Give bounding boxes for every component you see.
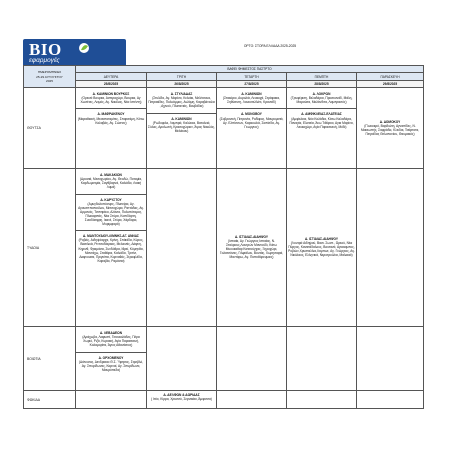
region-row	[24, 88, 424, 169]
corner-line-1: ΗΜΕΡΟΜΗΝΙΕΣ	[37, 70, 62, 75]
area-block	[77, 331, 145, 347]
area-villages: (Μαραθιακή, Μεσοποταμίτες, Σπαρσάμη, Κάτω Καλαβάς, Αγ. Σώστες)	[77, 116, 145, 125]
schedule-cell	[357, 327, 424, 391]
area-block	[77, 356, 145, 372]
corner-line-3: 2025	[46, 78, 53, 83]
corner-cell	[24, 66, 76, 88]
document-title	[160, 44, 380, 49]
area-block	[288, 237, 355, 257]
region-label: ΤΥΔΟΙΑ	[24, 169, 76, 327]
schedule-cell	[76, 327, 147, 391]
schedule-cell	[147, 169, 217, 327]
area-block	[218, 92, 285, 104]
region-row	[24, 327, 424, 391]
area-block	[148, 92, 215, 108]
date-header: 27/8/2025	[217, 81, 287, 88]
area-name: Δ. ΔΟΜΟΚΟΥ	[379, 119, 401, 124]
region-label: ΒΟΙΩΤΙΑ	[24, 327, 76, 391]
schedule-cell	[287, 88, 357, 169]
area-block	[77, 112, 145, 124]
area-name: Δ. ΚΑΜΙΝΙΩΝ ΒΟΥΡΚΟΣ	[92, 92, 130, 97]
area-villages: (Στυλίδα, Αγ. Μαρίνα, Κελιάκι, Μελίτσουα, Πετρακίδες, Πολυάμμος, Αυλόμη, Καραβάνιολα , Αχινού, Πλατανιάς, Βουβάδια)	[148, 96, 215, 109]
schedule-cell	[76, 88, 147, 169]
area-name: Δ. ΜΑΝΤΟΥΔΙΟΥ-ΛΙΜΝΗΣ-ΑΓ. ΑΝΝΑΣ	[83, 234, 139, 239]
schedule-cell	[287, 327, 357, 391]
region-header: ΒΑΦΕΙ ΦΗΜΕΣΤΟΣ ΠΑΣΤΡΤΟ	[76, 66, 424, 73]
day-header: ΠΕΜΠΤΗ	[287, 73, 357, 81]
area-villages: (Ορεινά Βουρκα, Αστεροχώρι, Βουρκα, Αγ Χωσέτες, Λειμός, Αγ. Νικόλας, Νέα Ιστέντη)	[80, 96, 142, 105]
area-villages: (Διόνυσος, Δενδρακιο Θ.Σ. Ύφησος, Στρεβλό, Αγ. Σπυρίδωνας, Καρναί, Αγ. Σπυρίδωνα, Μαυρόπεδα)	[78, 359, 144, 372]
logo-subtitle: εφαρμογές	[29, 57, 60, 64]
area-name: Δ. ΛΕΒΑΔΕΩΝ	[99, 331, 123, 336]
area-villages: (Στακόριο, Αυρολιά, Λευκοχά, Στράφακα, Σηθύσυτη, Λουκοτελλάτι, Κραναίδ)	[223, 96, 280, 105]
area-villages: (Αμφίκλεια, Νέα Καλάδια, Κάτω Καλαδάρα, Παναγία, Ελατεία, Άνω Τιθόρεα, Αγια Μαρίνα, Λευκοχώρι, Αγία Παρασκευή, Μόδι)	[289, 116, 354, 129]
cell-divider	[76, 194, 146, 195]
area-name: Δ. ΟΡΧΟΜΕΝΟΥ	[98, 355, 124, 360]
area-block	[77, 198, 145, 227]
region-row	[24, 169, 424, 327]
area-villages: (Σοβρονική, Πετρονία, Ροδίφιος, Μαυροματά, Αγ. Ελπίσσων, Καρκουλιά, Σαπίσδα, Αγ. Γεωργιος)	[219, 116, 284, 129]
area-block	[77, 173, 145, 189]
area-block	[148, 117, 215, 133]
schedule-cell	[217, 391, 287, 409]
area-villages: ( Ιτέα, Κίρρα, Χρυσσό, Σερνικάκι, Άμφισσα)	[151, 397, 212, 402]
area-villages: (Τρυφέριση, Βελαδάρια, Προσκυνάδ, Μάλη, Μαρούσα, Μαλάνδιτα, Λαμπρασός)	[290, 96, 353, 105]
schedule-cell	[147, 88, 217, 169]
area-villages: (Ιστιαία, Αγ. Γεώργιος Ιστιαίας, Ν. Σταύρους,Λουτρών Μαντούδι, Κάτω Μυουκαθαρ Κατσούγχας, Ξηροχώρι, Γαλατσόνας, Γιλφιάλου, Βουτάς, Χωρησιαρά, Μαντάρω, Αγ. Πιστοθόρευμαις)	[219, 239, 284, 260]
area-block	[77, 92, 145, 104]
days-row	[24, 73, 424, 81]
area-villages: (Ροβιές, Αιδηψόαρχα, Κρίνη, Σπάιάδα, Κύρος, Βασιλικά, Ριντσοδίαρκας, Μελαινάς, Δάφνη, Κηρινθ, Φραμάσα, Συνδόθρα, Ιθρεί, Κόμηνθα, Μαντάχω, Σταθάρα, Καλιάδα, Τριτίνι, Δαφνουσα, Πριγκίπα, Κορναθός, Στροφλέδα, Καραβία, Ραμάσια)	[78, 238, 144, 263]
area-name: Δ. ΚΑΜΙΝΙΩΝ	[241, 92, 262, 97]
day-header: ΠΑΡΑΣΚΕΥΗ	[357, 73, 424, 81]
area-block	[218, 112, 285, 128]
schedule-cell	[147, 327, 217, 391]
schedule-cell	[357, 88, 424, 169]
area-name: Δ. ΜΟΝΟΒΟΥ	[241, 112, 262, 117]
schedule-table	[23, 65, 424, 409]
schedule-cell	[217, 169, 287, 327]
schedule-cell	[287, 391, 357, 409]
dates-row	[24, 81, 424, 88]
area-name: Δ. ΔΕΛΦΩΝ & ΔΩΡΙΔΑΣ	[163, 393, 200, 398]
area-block	[358, 120, 422, 136]
cell-divider	[76, 230, 146, 231]
area-name: Δ. ΜΑΚΑΚΙΩΝ	[100, 173, 122, 178]
area-block	[77, 234, 145, 263]
area-villages: (Αράχωβα, Λαφυστί, Τσουκαλάδες, Πέρα Χωριό, Ριζά, Κυριακή, Αγία Παρασκευή, Καλαμορίτα, Άγιος Αθανάσιος)	[82, 335, 140, 348]
date-header: 29/8/2025	[357, 81, 424, 88]
date-header: 26/8/2025	[147, 81, 217, 88]
day-header: ΤΕΤΑΡΤΗ	[217, 73, 287, 81]
header-row	[24, 66, 424, 73]
bio-logo	[23, 39, 126, 67]
schedule-cell	[287, 169, 357, 327]
date-header: 25/8/2025	[76, 81, 147, 88]
cell-divider	[147, 113, 216, 114]
area-block	[148, 393, 215, 401]
area-name: Δ. ΙΣΤΙΑΙΑΣ-ΑΙΔΗΨΟΥ	[234, 234, 269, 239]
title-line-1: ΟΡΤΟ: ΣΤΟΡΑ ΕΛΛΑΔΑ 2025-2025	[243, 44, 297, 48]
schedule-cell	[357, 391, 424, 409]
area-name: Δ. ΚΑΡΥΣΤΟΥ	[100, 197, 122, 202]
schedule-cell	[147, 391, 217, 409]
date-header: 28/8/2025	[287, 81, 357, 88]
area-name: Δ. ΙΣΤΙΑΙΑΣ-ΑΙΔΗΨΟΥ	[304, 236, 339, 241]
cell-divider	[76, 108, 146, 109]
area-villages: (Γλυκοκρό, Βαρδιώτη, Αγναπίδες, Ν. Μακεωπής, Σαφράδα, Κλειδαι, Τσάρτοτα, Πετράδας Θελοπονίου, Θαυμακός)	[360, 123, 420, 136]
schedule-cell	[76, 169, 147, 327]
schedule-cell	[217, 88, 287, 169]
area-name: Δ. ΛΟΚΡΩΝ	[312, 92, 331, 97]
region-label: ΘΟΥΤΣΑ	[24, 88, 76, 169]
area-villages: (Δροσιά, Μεσοχωρίου, Αγ. Θεοδώ, Ποταμία, Καρδωματμία, Σαγθβαρνά, Καλιάδα, Λιακή Λυμά)	[79, 177, 142, 190]
area-name: Δ. ΣΤΥΛΙΑΔΑΣ	[170, 92, 193, 97]
area-name: Δ. ΑΜΦΙΚΛΕΙΑΣ-ΕΛΑΤΕΙΑΣ	[301, 112, 342, 117]
area-block	[288, 112, 355, 128]
corner-line-2: 25-29 ΑΥΓΟΥΣΤΟΥ	[36, 74, 63, 79]
area-block	[288, 92, 355, 104]
logo-brand: BIO	[29, 40, 62, 59]
cell-divider	[76, 352, 146, 353]
area-name: Δ. ΚΑΜΙΝΙΩΝ	[171, 116, 192, 121]
area-villages: (Λουτρά Αιδηψού, Βασι. Σωστ., Ωρεού, Νέα Πύργος, Κανατάδαλους, Βουτανά, Αγιοκαμπος, Ροβιών,Χρυσταλλια,Λαμπωτ, Αγ. Γεώργιος, Αγ. Νικόλαος, Ελληνικά, Νεροτρούλια, Μαλακιά)	[288, 241, 355, 258]
schedule-cell	[357, 169, 424, 327]
area-villages: (Ρωδοφιλα, Λαμπρά, Καλύκιοι, Βατολειά, Σύλας, Αρολωτιή, Κρασοχώριον, Άγιος Νικολός, Μελάκου)	[148, 120, 215, 133]
schedule-cell	[217, 327, 287, 391]
cell-divider	[217, 108, 286, 109]
region-label: ΦΩΚΙΔΑ	[24, 391, 76, 409]
schedule-cell	[76, 391, 147, 409]
day-header: ΤΡΙΤΗ	[147, 73, 217, 81]
region-row	[24, 391, 424, 409]
area-name: Δ. ΜΑΦΡΑΚΕΝΟΥ	[97, 112, 125, 117]
area-block	[218, 235, 285, 260]
day-header: ΔΕΥΤΕΡΑ	[76, 73, 147, 81]
area-villages: (Αμυγδαλοπόσυρς, Πλατείρα, Αγ. Αγουσπποπούλου, Μετσοχώρα, Ραττάδας, Αγ. Αρμονάς, Τσιπηκέιοι, Αλάνια, Πολυπόταμος, Πλακαρπάς, Νέα Στύρα, Κοπιδάρτη, Συοιδόσφρη, Ικανέ, Στύρα, Χάρδαρα, Μυριμφαρά)	[78, 201, 144, 227]
leaf-icon	[77, 42, 91, 54]
cell-divider	[287, 108, 356, 109]
